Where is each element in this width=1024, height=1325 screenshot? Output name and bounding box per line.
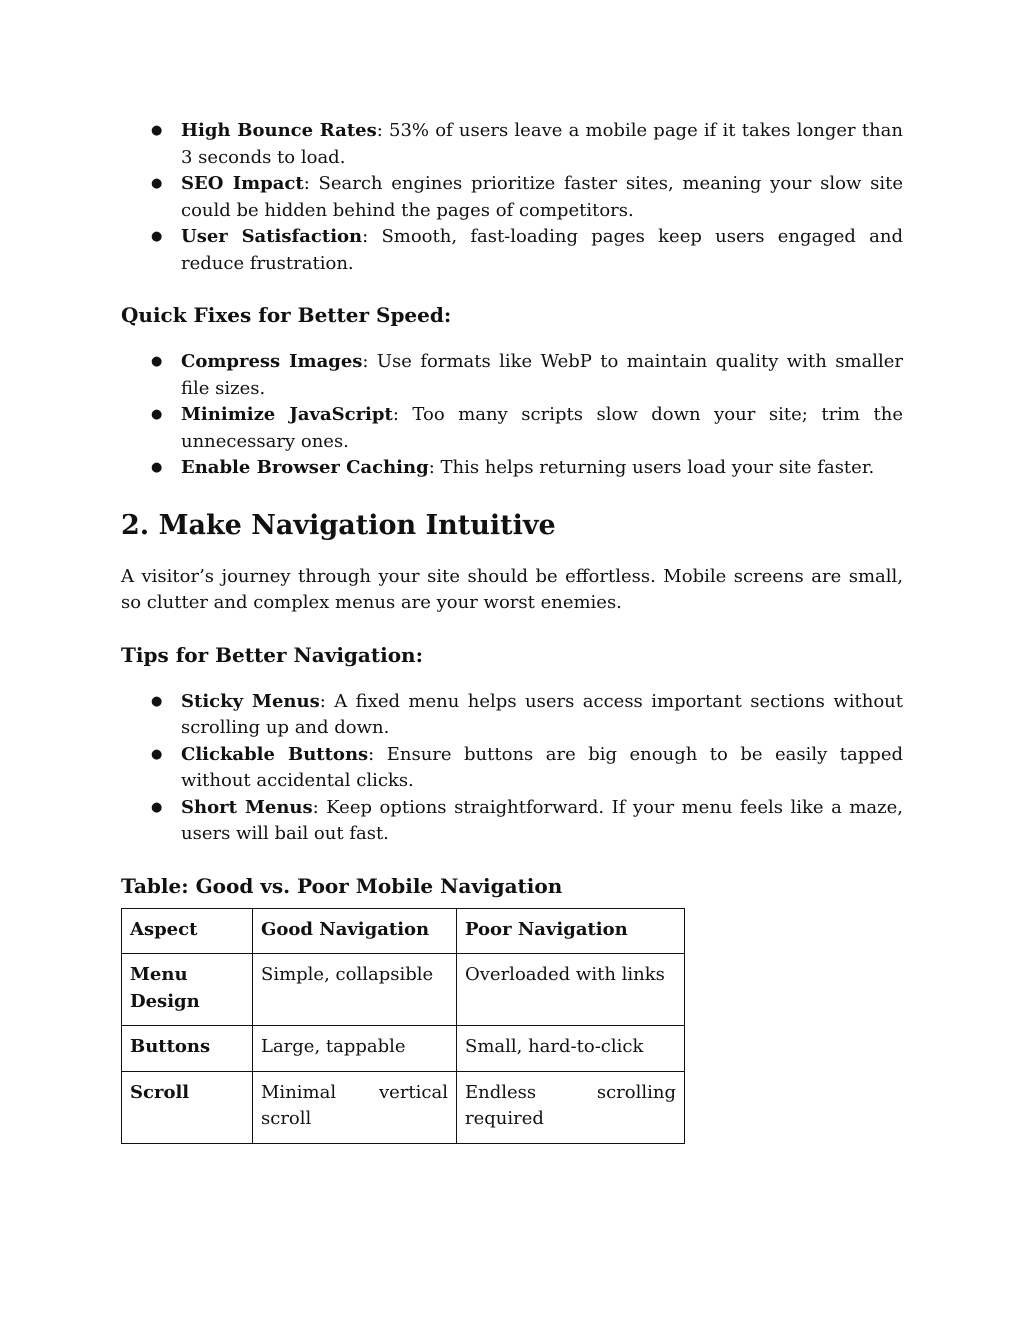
list-item [121,118,903,171]
bullet-term: Short Menus [181,796,313,818]
table-row [122,954,685,1026]
table-cell [122,954,253,1026]
section-paragraph: A visitor’s journey through your site should be effortless. Mobile screens are small, so clutter and complex menus are your worst enemies. [121,565,903,613]
bullet-term: User Satisfaction [181,226,363,247]
header-aspect: Aspect [130,918,198,940]
list-item [121,224,903,277]
row-aspect: Scroll [130,1081,190,1103]
header-poor-navigation: Poor Navigation [465,918,628,940]
table-cell: Simple, collapsible [253,954,457,1026]
bullet-term: Compress Images [181,351,363,372]
tips-heading: Tips for Better Navigation: [121,642,423,667]
list-item [121,689,903,742]
bullet-text: : Smooth, fast-loading pages keep users engaged and reduce frustration. [181,226,904,274]
bullet-text: : Keep options straightforward. If your menu feels like a maze, users will bail out fast. [181,796,903,844]
table-cell: Small, hard-to-click [457,1026,685,1072]
table-cell: Large, tappable [253,1026,457,1072]
table-row [122,1026,685,1072]
list-item [121,742,903,795]
table-cell [122,1026,253,1072]
list-item [121,455,903,482]
document-page [121,118,903,1144]
table-cell [122,1071,253,1143]
navigation-comparison-table [121,908,685,1144]
bullet-term: Clickable Buttons [181,743,369,765]
quick-fixes-heading: Quick Fixes for Better Speed: [121,303,452,327]
table-header-cell [253,908,457,954]
bullet-text: : This helps returning users load your site faster. [428,457,875,478]
table-row [122,1071,685,1143]
bullet-text: : 53% of users leave a mobile page if it takes longer than 3 seconds to load. [181,120,904,168]
bullet-term: Enable Browser Caching [181,457,429,478]
list-item [121,795,903,848]
table-cell: Endless scrolling required [457,1071,685,1143]
bullet-term: Sticky Menus [181,690,320,712]
list-item [121,171,903,224]
bullet-term: SEO Impact [181,173,304,194]
row-aspect: Menu Design [130,964,200,1012]
bullet-text: : Search engines prioritize faster sites, meaning your slow site could be hidden behind the pages of competitors. [181,173,904,221]
table-header-cell [457,908,685,954]
table-header-cell [122,908,253,954]
bullet-term: High Bounce Rates [181,120,377,141]
quick-fixes-list [121,349,903,482]
intro-bullet-list [121,118,903,277]
tips-list [121,689,903,848]
bullet-term: Minimize JavaScript [181,404,393,425]
table-title: Table: Good vs. Poor Mobile Navigation [121,873,563,898]
bullet-text: : A fixed menu helps users access important sections without scrolling up and down. [181,690,903,738]
table-cell: Minimal vertical scroll [253,1071,457,1143]
section-heading: 2. Make Navigation Intuitive [121,509,556,541]
row-aspect: Buttons [130,1036,211,1057]
bullet-text: : Ensure buttons are big enough to be easily tapped without accidental clicks. [181,743,903,791]
list-item [121,402,903,455]
bullet-text: : Use formats like WebP to maintain quality with smaller file sizes. [181,351,904,399]
header-good-navigation: Good Navigation [261,918,430,940]
table-cell: Overloaded with links [457,954,685,1026]
list-item [121,349,903,402]
table-header-row [122,908,685,954]
bullet-text: : Too many scripts slow down your site; trim the unnecessary ones. [181,404,904,452]
